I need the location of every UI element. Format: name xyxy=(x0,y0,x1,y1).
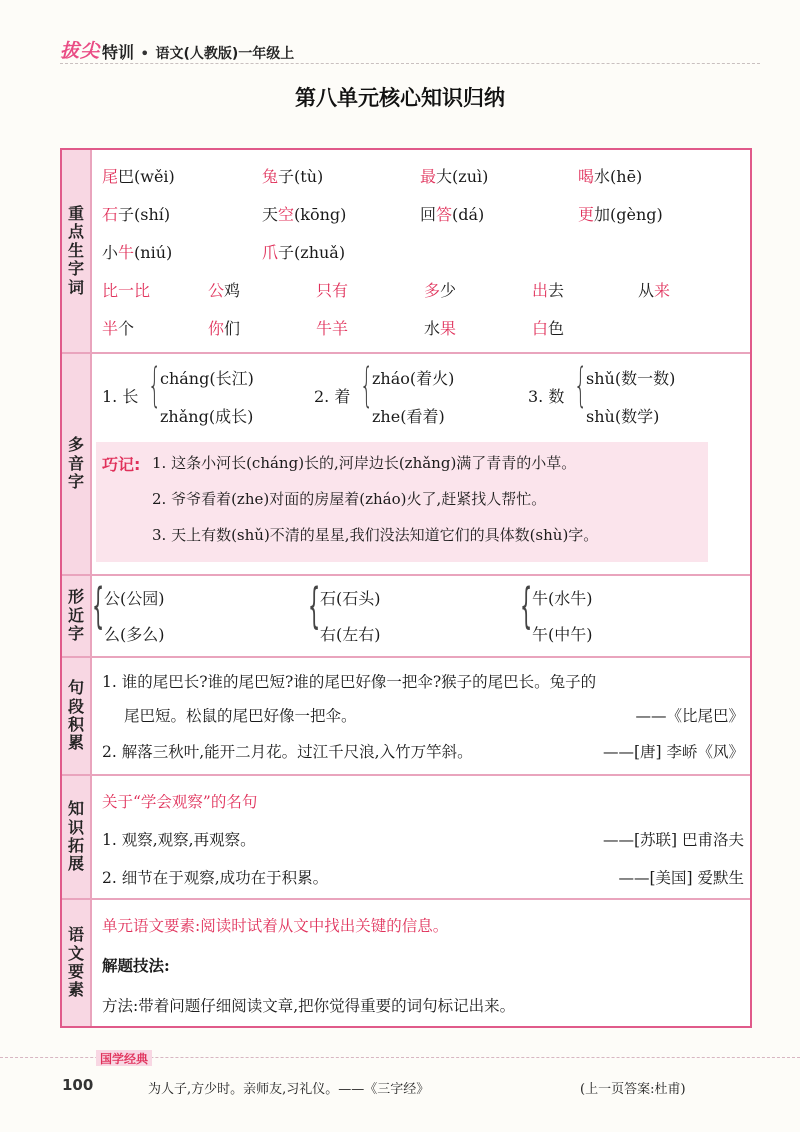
elements-heading: 单元语文要素:阅读时试着从文中找出关键的信息。 xyxy=(102,917,449,935)
label-char: 展 xyxy=(67,854,84,874)
item-text: 加(gèng) xyxy=(594,205,663,224)
section-label xyxy=(62,658,92,774)
label-char: 知 xyxy=(67,799,84,819)
key-chars-content xyxy=(102,150,744,352)
highlight-char: 多 xyxy=(424,281,441,300)
word-item xyxy=(316,278,348,301)
subject-label: 语文(人教版)一年级上 xyxy=(155,46,295,62)
item-text: 从 xyxy=(638,281,655,300)
item-text: 色 xyxy=(548,319,565,338)
label-char: 词 xyxy=(67,277,84,297)
sentences-content xyxy=(102,658,744,774)
page-title: 第八单元核心知识归纳 xyxy=(295,86,505,110)
pinyin-item xyxy=(262,240,345,263)
section-label xyxy=(62,150,92,352)
label-char: 字 xyxy=(67,624,84,644)
poly-bottom: shù(数学) xyxy=(586,407,660,426)
word-item xyxy=(102,316,134,339)
poly-num: 3. 数 xyxy=(528,387,565,406)
section-key-chars xyxy=(62,150,750,354)
pinyin-item xyxy=(420,202,484,225)
pinyin-item xyxy=(420,164,488,187)
section-similar xyxy=(62,576,750,658)
brace-icon: { xyxy=(574,358,588,412)
poly-top: shǔ(数一数) xyxy=(586,369,676,388)
knowledge-source: ——[苏联] 巴甫洛夫 xyxy=(602,831,744,849)
label-char: 要 xyxy=(67,962,84,981)
memo-line: 1. 这条小河长(cháng)长的,河岸边长(zhǎng)满了青青的小草。 xyxy=(152,454,577,472)
label-char: 语 xyxy=(67,925,84,945)
section-label xyxy=(62,776,92,898)
highlight-char: 牛 xyxy=(118,243,135,262)
similar-top: 公(公园) xyxy=(104,589,165,608)
label-char: 拓 xyxy=(67,836,84,855)
item-text: 子(tù) xyxy=(278,167,324,186)
brace-icon: { xyxy=(308,578,321,634)
pinyin-item xyxy=(262,164,323,187)
header-separator: • xyxy=(140,44,150,63)
pinyin-item xyxy=(102,240,172,263)
knowledge-line: 2. 细节在于观察,成功在于积累。 xyxy=(102,869,329,887)
footer-answer: (上一页答案:杜甫) xyxy=(580,1082,686,1097)
word-item xyxy=(424,278,456,301)
sentence-source: ——《比尾巴》 xyxy=(635,707,744,725)
brace-icon: { xyxy=(148,358,162,412)
section-label xyxy=(62,900,92,1026)
section-polyphone xyxy=(62,354,750,576)
highlight-char: 兔 xyxy=(262,167,279,186)
item-text: 们 xyxy=(224,319,241,338)
item-text: 小 xyxy=(102,243,119,262)
highlight-char: 果 xyxy=(440,319,457,338)
pinyin-item xyxy=(578,202,663,225)
knowledge-source: ——[美国] 爱默生 xyxy=(618,869,744,887)
highlight-char: 白 xyxy=(532,319,549,338)
memo-box xyxy=(96,442,708,562)
pinyin-item xyxy=(262,202,346,225)
sentence-line: 1. 谁的尾巴长?谁的尾巴短?谁的尾巴好像一把伞?猴子的尾巴长。兔子的 xyxy=(102,673,597,691)
item-text: (dá) xyxy=(452,205,485,224)
knowledge-content xyxy=(102,776,744,898)
item-text: 子(zhuǎ) xyxy=(278,243,346,262)
label-char: 句 xyxy=(67,678,84,698)
label-char: 字 xyxy=(67,472,84,492)
method-line: 方法:带着问题仔细阅读文章,把你觉得重要的词句标记出来。 xyxy=(102,997,516,1015)
brand-main: 拔尖 xyxy=(60,40,101,62)
item-text: (niú) xyxy=(134,243,173,262)
footer-quote: 为人子,方少时。亲师友,习礼仪。——《三字经》 xyxy=(148,1082,430,1097)
section-label xyxy=(62,576,92,656)
similar-top: 牛(水牛) xyxy=(532,589,593,608)
word-item xyxy=(424,316,456,339)
poly-bottom: zhǎng(成长) xyxy=(160,407,254,426)
highlight-char: 你 xyxy=(208,319,225,338)
memo-line: 3. 天上有数(shǔ)不清的星星,我们没法知道它们的具体数(shù)字。 xyxy=(152,526,599,544)
highlight-char: 答 xyxy=(436,205,453,224)
pinyin-item xyxy=(102,164,175,187)
word-item xyxy=(208,278,240,301)
tips-label: 解题技法: xyxy=(102,956,170,975)
highlight-char: 半 xyxy=(102,319,119,338)
section-label xyxy=(62,354,92,574)
label-char: 识 xyxy=(67,817,84,837)
similar-top: 石(石头) xyxy=(320,589,381,608)
section-knowledge xyxy=(62,776,750,900)
memo-line: 2. 爷爷看着(zhe)对面的房屋着(zháo)火了,赶紧找人帮忙。 xyxy=(152,490,547,508)
highlight-char: 石 xyxy=(102,205,119,224)
similar-content xyxy=(92,576,744,656)
item-text: 鸡 xyxy=(224,281,241,300)
highlight-char: 喝 xyxy=(578,167,595,186)
highlight-char: 爪 xyxy=(262,243,279,262)
word-item xyxy=(532,278,564,301)
pinyin-item xyxy=(578,164,642,187)
item-text: 大(zuì) xyxy=(436,167,489,186)
item-text: (kōng) xyxy=(294,205,347,224)
knowledge-heading: 关于“学会观察”的名句 xyxy=(102,793,258,811)
poly-num: 1. 长 xyxy=(102,387,139,406)
item-text: 个 xyxy=(118,319,135,338)
label-char: 积 xyxy=(67,715,84,734)
word-item xyxy=(532,316,564,339)
highlight-char: 只有 xyxy=(316,281,349,300)
highlight-char: 更 xyxy=(578,205,595,224)
section-elements xyxy=(62,900,750,1026)
label-char: 形 xyxy=(67,587,84,607)
polyphone-content xyxy=(102,354,744,574)
label-char: 字 xyxy=(67,259,84,279)
word-item xyxy=(208,316,240,339)
item-text: 巴(wěi) xyxy=(118,167,175,186)
highlight-char: 牛羊 xyxy=(316,319,349,338)
elements-content xyxy=(102,900,744,1026)
label-char: 段 xyxy=(67,696,84,716)
poly-top: cháng(长江) xyxy=(160,369,254,388)
item-text: 天 xyxy=(262,205,279,224)
similar-bottom: 右(左右) xyxy=(320,625,381,644)
poly-num: 2. 着 xyxy=(314,387,351,406)
highlight-char: 公 xyxy=(208,281,225,300)
highlight-char: 比一比 xyxy=(102,281,151,300)
poly-top: zháo(着火) xyxy=(372,369,455,388)
item-text: 去 xyxy=(548,281,565,300)
sentence-source: ——[唐] 李峤《风》 xyxy=(602,743,744,761)
sentence-line: 2. 解落三秋叶,能开二月花。过江千尺浪,入竹万竿斜。 xyxy=(102,743,473,761)
item-text: 子(shí) xyxy=(118,205,171,224)
item-text: 水(hē) xyxy=(594,167,643,186)
page-number: 100 xyxy=(62,1076,94,1094)
memo-title: 巧记: xyxy=(102,455,141,474)
brace-icon: { xyxy=(92,578,105,634)
section-sentences xyxy=(62,658,750,776)
highlight-char: 最 xyxy=(420,167,437,186)
knowledge-line: 1. 观察,观察,再观察。 xyxy=(102,831,256,849)
word-item xyxy=(316,316,348,339)
brand-sub: 特训 xyxy=(102,43,135,62)
highlight-char: 空 xyxy=(278,205,295,224)
footer-tag: 国学经典 xyxy=(96,1050,152,1066)
sentence-line: 尾巴短。松鼠的尾巴好像一把伞。 xyxy=(124,707,357,725)
item-text: 少 xyxy=(440,281,457,300)
highlight-char: 出 xyxy=(532,281,549,300)
item-text: 水 xyxy=(424,319,441,338)
label-char: 文 xyxy=(67,943,84,963)
label-char: 生 xyxy=(67,240,84,260)
label-char: 累 xyxy=(67,733,84,753)
label-char: 近 xyxy=(67,605,84,625)
similar-bottom: 午(中午) xyxy=(532,625,593,644)
similar-bottom: 么(多么) xyxy=(104,625,165,644)
brace-icon: { xyxy=(520,578,533,634)
knowledge-table xyxy=(60,148,752,1028)
label-char: 多 xyxy=(67,435,84,455)
brace-icon: { xyxy=(360,358,374,412)
label-char: 音 xyxy=(67,453,84,473)
word-item xyxy=(638,278,670,301)
highlight-char: 来 xyxy=(654,281,671,300)
item-text: 回 xyxy=(420,205,437,224)
poly-bottom: zhe(看着) xyxy=(372,407,445,426)
word-item xyxy=(102,278,150,301)
label-char: 素 xyxy=(67,980,84,1000)
pinyin-item xyxy=(102,202,170,225)
label-char: 点 xyxy=(67,222,84,242)
label-char: 重 xyxy=(67,204,84,224)
page-header xyxy=(60,28,760,64)
highlight-char: 尾 xyxy=(102,167,119,186)
